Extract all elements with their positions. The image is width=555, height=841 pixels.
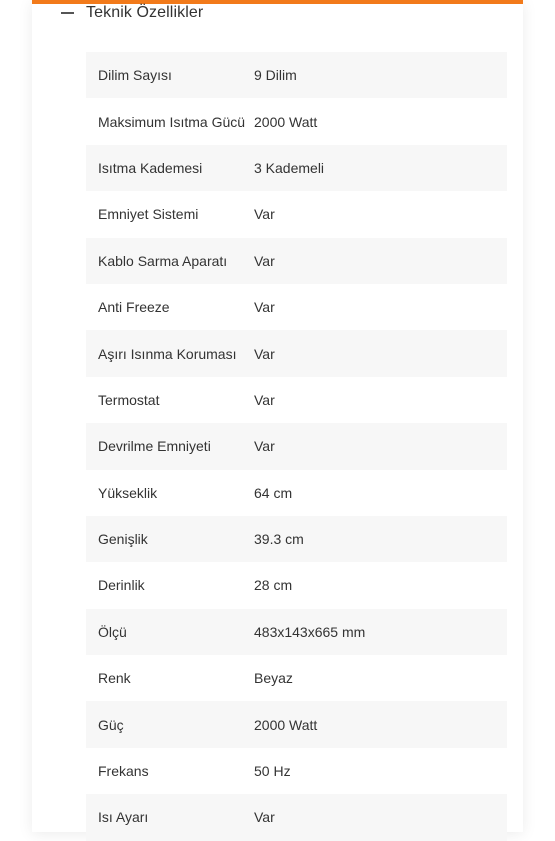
spec-row <box>86 655 507 701</box>
spec-label: Yükseklik <box>98 484 158 501</box>
spec-label: Kablo Sarma Aparatı <box>98 252 228 269</box>
spec-value: 2000 Watt <box>254 113 318 130</box>
spec-label: Anti Freeze <box>98 299 170 316</box>
section-title: Teknik Özellikler <box>86 4 204 21</box>
spec-row <box>86 516 507 562</box>
spec-row <box>86 794 507 840</box>
spec-value: 3 Kademeli <box>254 159 325 176</box>
spec-row <box>86 748 507 794</box>
spec-value: Var <box>254 438 275 455</box>
spec-value: 483x143x665 mm <box>254 623 366 640</box>
spec-row <box>86 377 507 423</box>
spec-row <box>86 145 507 191</box>
spec-value: 9 Dilim <box>254 67 297 84</box>
spec-label: Derinlik <box>98 577 145 594</box>
spec-label: Renk <box>98 670 131 687</box>
spec-label: Aşırı Isınma Koruması <box>98 345 237 362</box>
minus-icon[interactable] <box>61 12 74 14</box>
spec-label: Emniyet Sistemi <box>98 206 199 223</box>
spec-row <box>86 423 507 469</box>
spec-label: Güç <box>98 716 124 733</box>
spec-row <box>86 191 507 237</box>
spec-value: Var <box>254 391 275 408</box>
spec-value: Var <box>254 299 275 316</box>
spec-value: 50 Hz <box>254 763 291 780</box>
spec-row <box>86 609 507 655</box>
spec-value: 39.3 cm <box>254 531 304 548</box>
spec-label: Genişlik <box>98 531 148 548</box>
spec-row <box>86 330 507 376</box>
section-header-toggle[interactable] <box>32 0 523 32</box>
spec-table <box>86 52 507 841</box>
spec-value: Var <box>254 206 275 223</box>
spec-value: Var <box>254 809 275 826</box>
spec-label: Termostat <box>98 391 160 408</box>
spec-value: 2000 Watt <box>254 716 318 733</box>
spec-label: Maksimum Isıtma Gücü <box>98 113 246 130</box>
spec-label: Dilim Sayısı <box>98 67 172 84</box>
spec-row <box>86 701 507 747</box>
spec-label: Isıtma Kademesi <box>98 159 203 176</box>
spec-row <box>86 562 507 608</box>
spec-label: Isı Ayarı <box>98 809 149 826</box>
spec-value: Var <box>254 345 275 362</box>
spec-row <box>86 238 507 284</box>
spec-value: 28 cm <box>254 577 293 594</box>
spec-row <box>86 52 507 98</box>
spec-label: Ölçü <box>98 623 127 640</box>
spec-value: Beyaz <box>254 670 293 687</box>
spec-label: Frekans <box>98 763 149 780</box>
spec-value: Var <box>254 252 275 269</box>
spec-label: Devrilme Emniyeti <box>98 438 211 455</box>
spec-value: 64 cm <box>254 484 293 501</box>
spec-row <box>86 98 507 144</box>
spec-row <box>86 470 507 516</box>
spec-row <box>86 284 507 330</box>
